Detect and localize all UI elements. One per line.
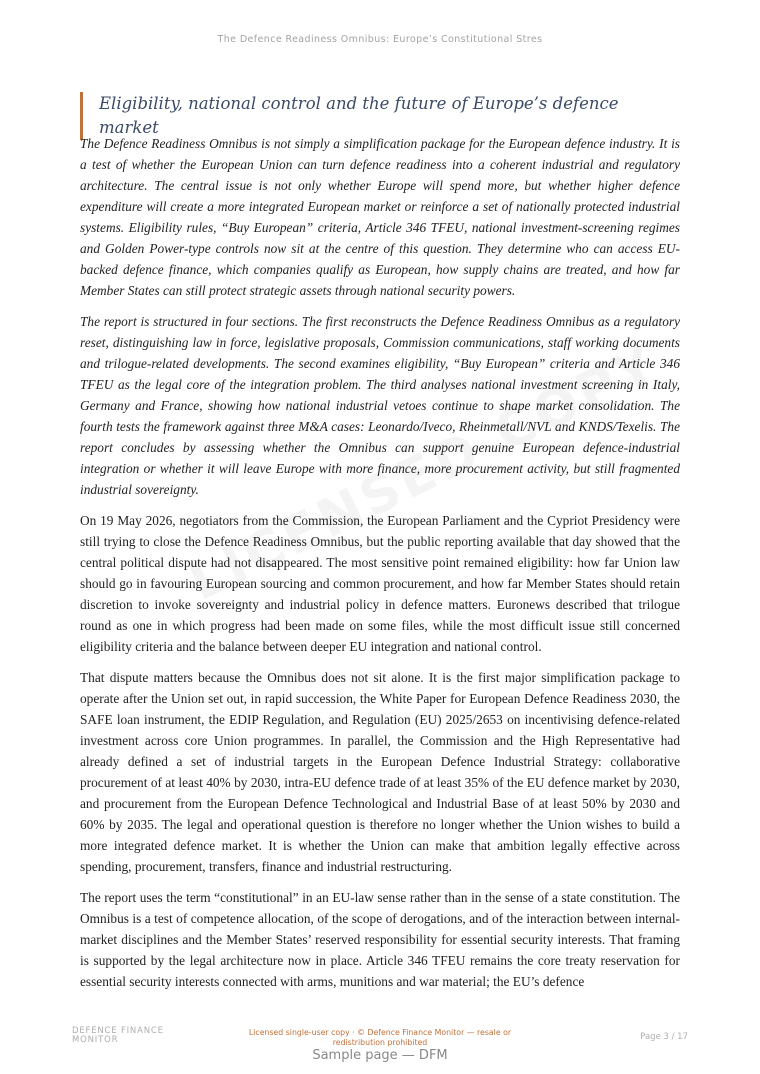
section-title: Eligibility, national control and the future of Europe’s defence market	[80, 92, 680, 140]
intro-paragraph-2: The report is structured in four sections. The first reconstructs the Defence Readiness Omnibus as a regulatory reset, distinguishing law in force, legislative proposals, Commission communications, staff working documents and trilogue-related developments. The second examines eligibility, “Buy European” criteria and Article 346 TFEU as the legal core of the integration problem. The third analyses national investment screening in Italy, Germany and France, showing how national industrial vetoes continue to shape market consolidation. The fourth tests the framework against three M&A cases: Leonardo/Iveco, Rheinmetall/NVL and KNDS/Texelis. The report concludes by assessing whether the Omnibus can support genuine European defence-industrial integration or whether it will leave Europe with more finance, more procurement activity, but still fragmented industrial sovereignty.	[80, 314, 680, 497]
sample-page-label: Sample page — DFM	[312, 1048, 448, 1063]
body-paragraph-2: That dispute matters because the Omnibus does not sit alone. It is the first major simplification package to operate after the Union set out, in rapid succession, the White Paper for European Defence Readiness 2030, the SAFE loan instrument, the EDIP Regulation, and Regulation (EU) 2025/2653 on incentivising defence-related investment across core Union programmes. In parallel, the Commission and the High Representative had already defined a set of industrial targets in the European Defence Industrial Strategy: collaborative procurement of at least 40% by 2030, intra-EU defence trade of at least 35% of the EU defence market by 2030, and procurement from the European Defence Technological and Industrial Base of at least 50% by 2030 and 60% by 2035. The legal and operational question is therefore no longer whether the Union wishes to build a more integrated defence market. It is whether the Union can make that ambition legally effective across spending, procurement, transfers, finance and industrial restructuring.	[80, 670, 680, 874]
intro-paragraph-1: The Defence Readiness Omnibus is not simply a simplification package for the European defence industry. It is a test of whether the European Union can turn defence readiness into a coherent industrial and regulatory architecture. The central issue is not only whether Europe will spend more, but whether higher defence expenditure will create a more integrated European market or reinforce a set of nationally protected industrial systems. Eligibility rules, “Buy European” criteria, Article 346 TFEU, national investment-screening regimes and Golden Power-type controls now sit at the centre of this question. They determine who can access EU-backed defence finance, which companies qualify as European, how supply chains are treated, and how far Member States can still protect strategic assets through national security powers.	[80, 136, 680, 298]
license-notice: Licensed single-user copy · © Defence Finance Monitor — resale or redistribution prohibited	[248, 1028, 512, 1047]
footer-brand-line-1: DEFENCE FINANCE	[72, 1026, 164, 1036]
footer-brand	[72, 1027, 164, 1045]
page-number: Page 3 / 17	[640, 1032, 688, 1042]
footer-brand-line-2: MONITOR	[72, 1035, 119, 1045]
body-text	[80, 133, 680, 1002]
body-paragraph-1: On 19 May 2026, negotiators from the Commission, the European Parliament and the Cypriot Presidency were still trying to close the Defence Readiness Omnibus, but the public reporting available that day showed that the central political dispute had not disappeared. The most sensitive point remained eligibility: how far Union law should go in favouring European sourcing and common procurement, and how far Member States should retain discretion to invoke sovereignty and industrial policy in defence matters. Euronews described that trilogue round as one in which progress had been made on some files, while the most difficult issue still concerned eligibility criteria and the balance between deeper EU integration and national control.	[80, 513, 680, 654]
running-header: The Defence Readiness Omnibus: Europe’s Constitutional Stres	[217, 34, 543, 45]
body-paragraph-3: The report uses the term “constitutional” in an EU-law sense rather than in the sense of a state constitution. The Omnibus is a test of competence allocation, of the scope of derogations, and of the interaction between internal-market disciplines and the Member States’ reserved responsibility for essential security interests. That framing is supported by the legal architecture now in place. Article 346 TFEU remains the core treaty reservation for essential security interests connected with arms, munitions and war material; the EU’s defence	[80, 890, 680, 989]
